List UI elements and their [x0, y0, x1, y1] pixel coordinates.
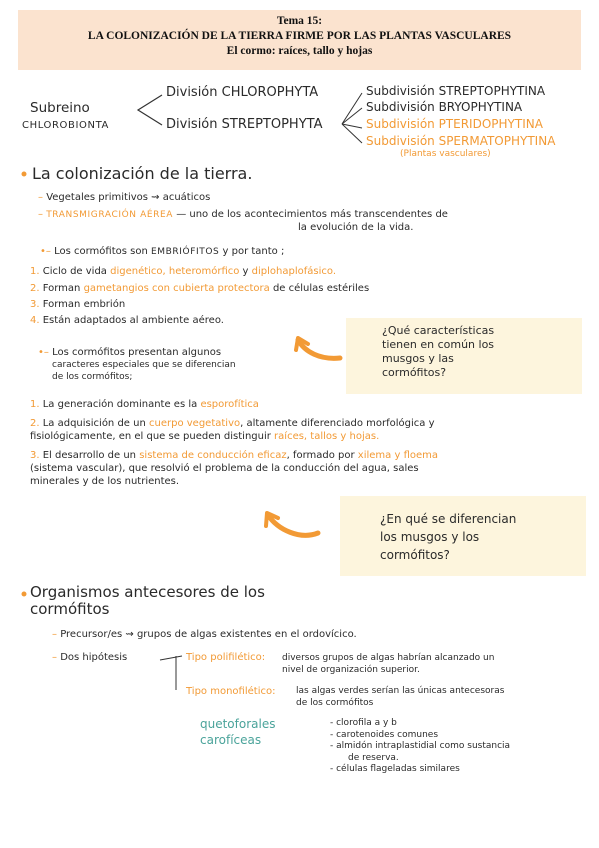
precursor-text: Precursor/es ⇝ grupos de algas existentes en el ordovícico. — [60, 629, 357, 640]
list-num: 1. — [30, 399, 40, 410]
question1-line: musgos y las — [382, 352, 454, 365]
intro-text-1: Los cormófitos son — [54, 246, 148, 257]
division-chlorophyta: División CHLOROPHYTA — [166, 85, 319, 100]
polifiletico-text-1: diversos grupos de algas habrían alcanzado un — [282, 653, 495, 663]
dash: – — [52, 629, 61, 640]
division-streptophyta: División STREPTOPHYTA — [166, 117, 323, 132]
question-note-2 — [340, 496, 586, 576]
bullet: •– — [40, 246, 55, 257]
dash: – — [52, 652, 61, 663]
question2-line: cormófitos? — [380, 548, 450, 562]
section2-title-2: cormófitos — [30, 600, 110, 618]
subdivision-bryophytina: Subdivisión BRYOPHYTINA — [366, 100, 523, 114]
list2-item-3b: (sistema vascular), que resolvió el problema de la conducción del agua, sales — [30, 463, 419, 474]
list-highlight: sistema de conducción eficaz — [139, 450, 287, 461]
question1-line: ¿Qué características — [382, 324, 495, 337]
list-text: Ciclo de vida — [42, 266, 107, 277]
list2-item-3c: minerales y de los nutrientes. — [30, 476, 180, 487]
bracket-divisions — [138, 95, 162, 125]
list-text: , formado por — [286, 450, 355, 461]
hypothesis-bracket — [160, 656, 182, 690]
intro-text-2: y por tanto ; — [222, 246, 285, 257]
feature-item: - almidón intraplastidial como sustancia — [330, 741, 511, 751]
monofiletico-text-2: de los cormófitos — [296, 698, 374, 708]
dash: – — [38, 192, 47, 203]
algae-groups — [200, 716, 275, 748]
caracteres-text-3: de los cormófitos; — [52, 372, 133, 382]
list-highlight: gametangios con cubierta protectora — [83, 283, 270, 294]
list-text: El desarrollo de un — [42, 450, 137, 461]
question2-text — [380, 510, 516, 564]
section1-line-a — [38, 192, 210, 203]
caracteres-text-1: Los cormófitos presentan algunos — [52, 347, 222, 358]
transmigracion-label: TRANSMIGRACIÓN AÉREA — [46, 210, 174, 220]
hipotesis-text: Dos hipótesis — [60, 652, 128, 663]
transmigracion-text-1: — uno de los acontecimientos más transcendentes de — [176, 209, 448, 220]
precursor-line — [52, 629, 357, 640]
list-text: y — [242, 266, 249, 277]
shared-features — [330, 718, 510, 776]
subdivision-note: (Plantas vasculares) — [400, 149, 491, 159]
list-text: Forman embrión — [42, 299, 126, 310]
feature-item: - células flageladas similares — [330, 764, 460, 774]
list-highlight: raíces, tallos y hojas. — [274, 431, 380, 442]
polifiletico-text-2: nivel de organización superior. — [282, 665, 420, 675]
bullet: •– — [38, 347, 53, 358]
list-item-4 — [30, 315, 224, 326]
list-item-3 — [30, 299, 125, 310]
cormofitos-intro — [40, 246, 284, 257]
branch-line-1 — [342, 93, 362, 124]
hipotesis-line — [52, 652, 127, 663]
header-line-3: El cormo: raíces, tallo y hojas — [226, 45, 373, 57]
list-num: 3. — [30, 450, 40, 461]
list-text: , altamente diferenciado morfológica y — [240, 418, 435, 429]
feature-item: de reserva. — [348, 752, 399, 763]
header-line-1: Tema 15: — [276, 15, 323, 27]
bullet-dot-2 — [22, 592, 27, 597]
list-item-1 — [30, 266, 336, 277]
list-num: 2. — [30, 418, 40, 429]
section2-title — [30, 584, 265, 618]
group-caroficeas: carofíceas — [200, 733, 262, 747]
subreino-label: Subreino — [30, 100, 90, 116]
branch-line-2 — [342, 108, 362, 124]
transmigracion-text-2: la evolución de la vida. — [298, 222, 414, 233]
header-line-2: LA COLONIZACIÓN DE LA TIERRA FIRME POR LAS PLANTAS VASCULARES — [87, 30, 512, 42]
bullet-dot-1 — [22, 172, 27, 177]
subdivision-streptophytina: Subdivisión STREPTOPHYTINA — [366, 84, 546, 98]
list-highlight: xilema y floema — [357, 450, 439, 461]
subdivision-pteridophytina: Subdivisión PTERIDOPHYTINA — [366, 117, 543, 131]
list-highlight: cuerpo vegetativo — [149, 418, 241, 429]
caracteres-text-2: caracteres especiales que se diferencian — [52, 360, 236, 370]
dash: – — [38, 209, 47, 220]
section1-title: La colonización de la tierra. — [32, 164, 253, 183]
question2-line: ¿En qué se diferencian — [380, 512, 517, 526]
list-text: Están adaptados al ambiente aéreo. — [42, 315, 224, 326]
list-highlight: diplohaplofásico. — [251, 266, 336, 277]
list-num: 1. — [30, 266, 40, 277]
list-text: fisiológicamente, en el que se pueden distinguir — [30, 431, 271, 442]
feature-item: - carotenoides comunes — [330, 729, 439, 740]
vegetales-text: Vegetales primitivos ⇝ acuáticos — [46, 192, 211, 203]
question1-line: cormófitos? — [382, 366, 447, 379]
subreino-name: CHLOROBIONTA — [22, 120, 109, 131]
polifiletico-label: Tipo polifilético: — [186, 652, 266, 663]
list-highlight: esporofítica — [200, 399, 259, 410]
section1-transmigracion — [38, 209, 448, 220]
list-text: La generación dominante es la — [42, 399, 198, 410]
question2-line: los musgos y los — [380, 530, 480, 544]
branch-line-4 — [342, 124, 362, 143]
question-note-1 — [346, 318, 582, 394]
list-text: La adquisición de un — [42, 418, 146, 429]
list-highlight: digenético, heteromórfico — [110, 266, 240, 277]
list-item-2 — [30, 283, 369, 294]
monofiletico-label: Tipo monofilético: — [186, 686, 276, 697]
group-quetoforales: quetoforales — [200, 717, 276, 731]
list2-item-2 — [30, 418, 435, 429]
list2-item-1 — [30, 399, 259, 410]
list2-item-3 — [30, 450, 438, 461]
subdivision-spermatophytina: Subdivisión SPERMATOPHYTINA — [366, 134, 556, 148]
question1-text — [382, 324, 494, 380]
list-num: 3. — [30, 299, 40, 310]
caracteres-line-1 — [38, 347, 236, 359]
embriofitos-term: EMBRIÓFITOS — [150, 247, 220, 257]
list-text: de células estériles — [272, 283, 370, 294]
list2-item-2b — [30, 431, 379, 442]
section2-title-1: Organismos antecesores de los — [30, 583, 265, 601]
list-num: 4. — [30, 315, 40, 326]
caracteres-block — [38, 347, 236, 383]
monofiletico-text-1: las algas verdes serían las únicas antecesoras — [296, 686, 505, 696]
list-num: 2. — [30, 283, 40, 294]
question1-line: tienen en común los — [382, 338, 495, 351]
list-text: Forman — [42, 283, 81, 294]
feature-item: - clorofila a y b — [330, 718, 397, 728]
